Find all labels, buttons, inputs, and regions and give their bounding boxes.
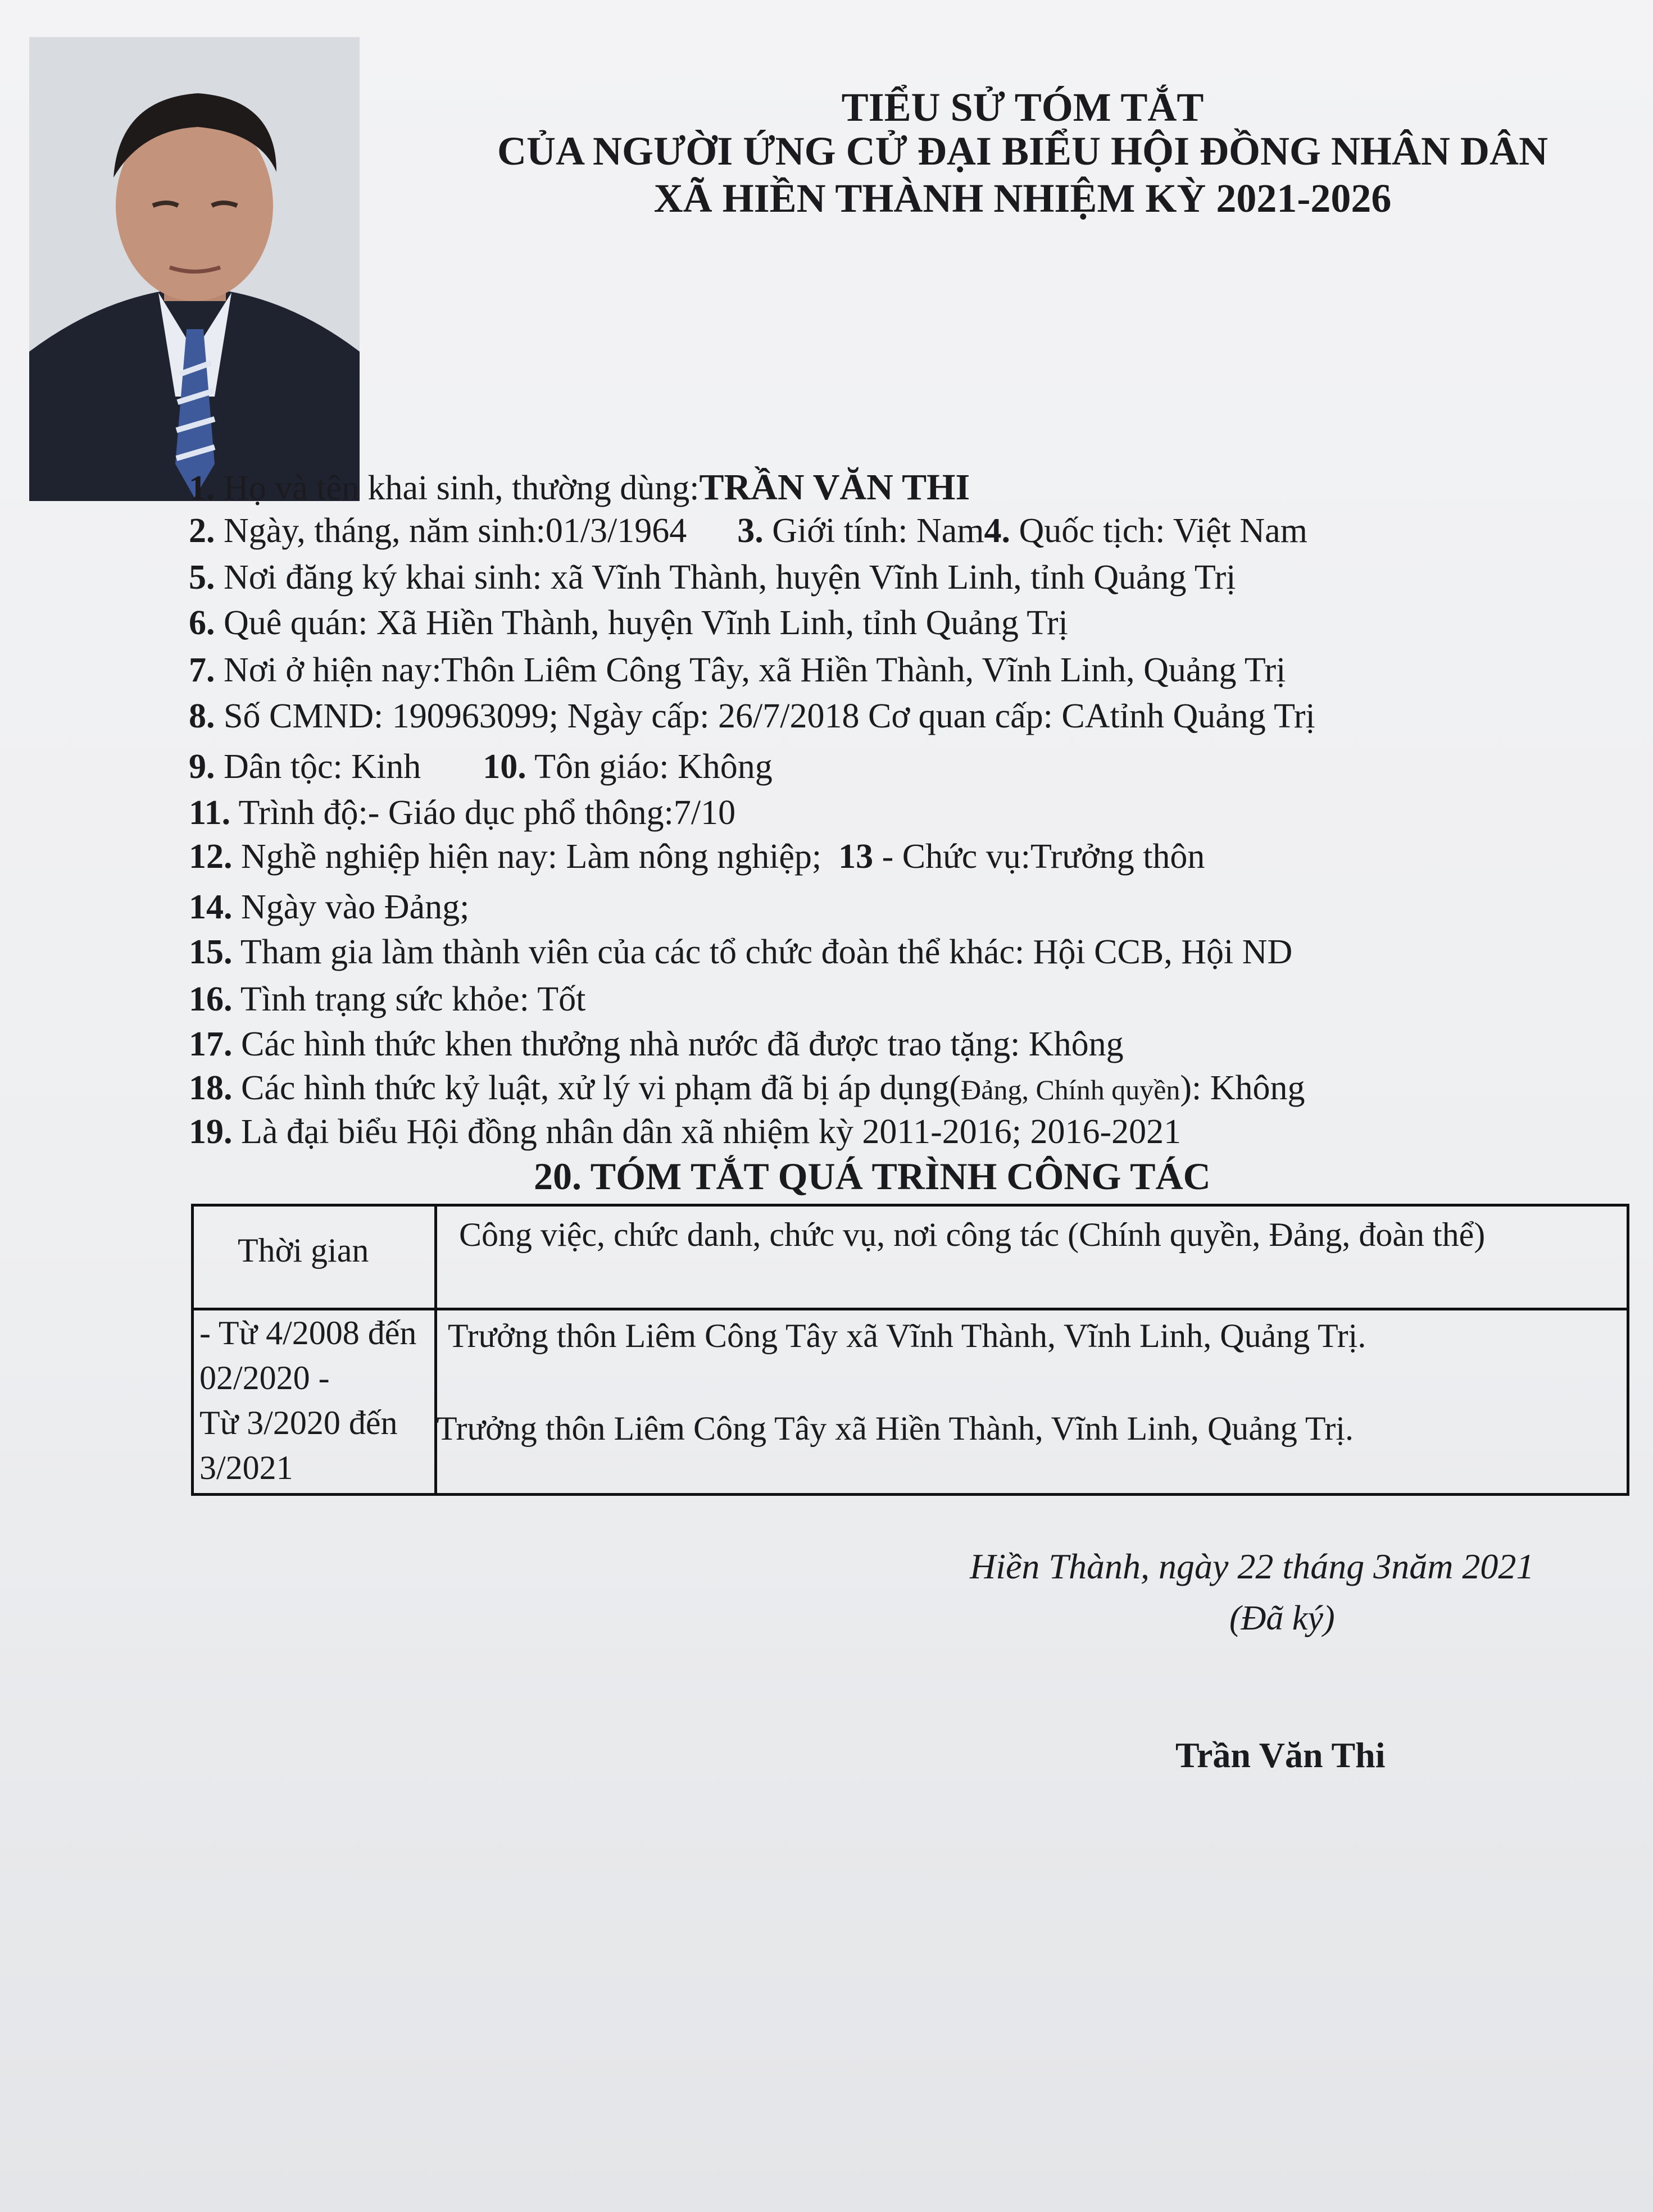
field-birth-gender-nationality: 2. Ngày, tháng, năm sinh:01/3/1964 3. Giới tính: Nam4. Quốc tịch: Việt Nam (189, 512, 1307, 550)
work-history-title: 20. TÓM TẮT QUÁ TRÌNH CÔNG TÁC (534, 1155, 1211, 1198)
field-education: 11. Trình độ:- Giáo dục phổ thông:7/10 (189, 794, 736, 832)
full-name: TRẦN VĂN THI (699, 467, 970, 508)
field-discipline: 18. Các hình thức kỷ luật, xử lý vi phạm đã bị áp dụng(Đảng, Chính quyền): Không (189, 1069, 1305, 1107)
doc-title-line2: CỦA NGƯỜI ỨNG CỬ ĐẠI BIỂU HỘI ĐỒNG NHÂN DÂN (497, 129, 1548, 174)
field-occupation-position: 12. Nghề nghiệp hiện nay: Làm nông nghiệp; 13 - Chức vụ:Trưởng thôn (189, 838, 1205, 876)
field-organizations: 15. Tham gia làm thành viên của các tổ chức đoàn thể khác: Hội CCB, Hội ND (189, 933, 1293, 971)
signer-name: Trần Văn Thi (1175, 1735, 1386, 1775)
signed-note: (Đã ký) (1229, 1599, 1335, 1637)
field-name: 1. Họ và tên khai sinh, thường dùng:TRẦN VĂN THI (189, 467, 970, 508)
table-row-2-time: Từ 3/2020 đến 3/2021 (199, 1404, 398, 1486)
field-id-card: 8. Số CMND: 190963099; Ngày cấp: 26/7/2018 Cơ quan cấp: CAtỉnh Quảng Trị (189, 697, 1315, 735)
table-row-2-work: Trưởng thôn Liêm Công Tây xã Hiền Thành, Vĩnh Linh, Quảng Trị. (437, 1410, 1354, 1447)
field-residence: 7. Nơi ở hiện nay:Thôn Liêm Công Tây, xã Hiền Thành, Vĩnh Linh, Quảng Trị (189, 651, 1286, 689)
table-header-time: Thời gian (238, 1232, 369, 1269)
field-party-join-date: 14. Ngày vào Đảng; (189, 888, 470, 926)
place-date: Hiền Thành, ngày 22 tháng 3năm 2021 (970, 1546, 1534, 1586)
field-ethnicity-religion: 9. Dân tộc: Kinh 10. Tôn giáo: Không (189, 748, 773, 786)
work-history-table (191, 1204, 1629, 1496)
doc-title-line1: TIỂU SỬ TÓM TẮT (841, 85, 1204, 130)
field-council-terms: 19. Là đại biểu Hội đồng nhân dân xã nhiệm kỳ 2011-2016; 2016-2021 (189, 1113, 1182, 1151)
table-row-1-work: Trưởng thôn Liêm Công Tây xã Vĩnh Thành, Vĩnh Linh, Quảng Trị. (448, 1317, 1366, 1354)
table-header-work: Công việc, chức danh, chức vụ, nơi công tác (Chính quyền, Đảng, đoàn thể) (459, 1216, 1486, 1253)
field-health: 16. Tình trạng sức khỏe: Tốt (189, 980, 586, 1018)
doc-title-line3: XÃ HIỀN THÀNH NHIỆM KỲ 2021-2026 (653, 176, 1392, 221)
field-hometown: 6. Quê quán: Xã Hiền Thành, huyện Vĩnh Linh, tỉnh Quảng Trị (189, 604, 1068, 642)
field-awards: 17. Các hình thức khen thưởng nhà nước đã được trao tặng: Không (189, 1025, 1124, 1063)
table-row-1-time: - Từ 4/2008 đến 02/2020 - (199, 1314, 417, 1396)
field-birth-registration: 5. Nơi đăng ký khai sinh: xã Vĩnh Thành, huyện Vĩnh Linh, tỉnh Quảng Trị (189, 558, 1236, 597)
